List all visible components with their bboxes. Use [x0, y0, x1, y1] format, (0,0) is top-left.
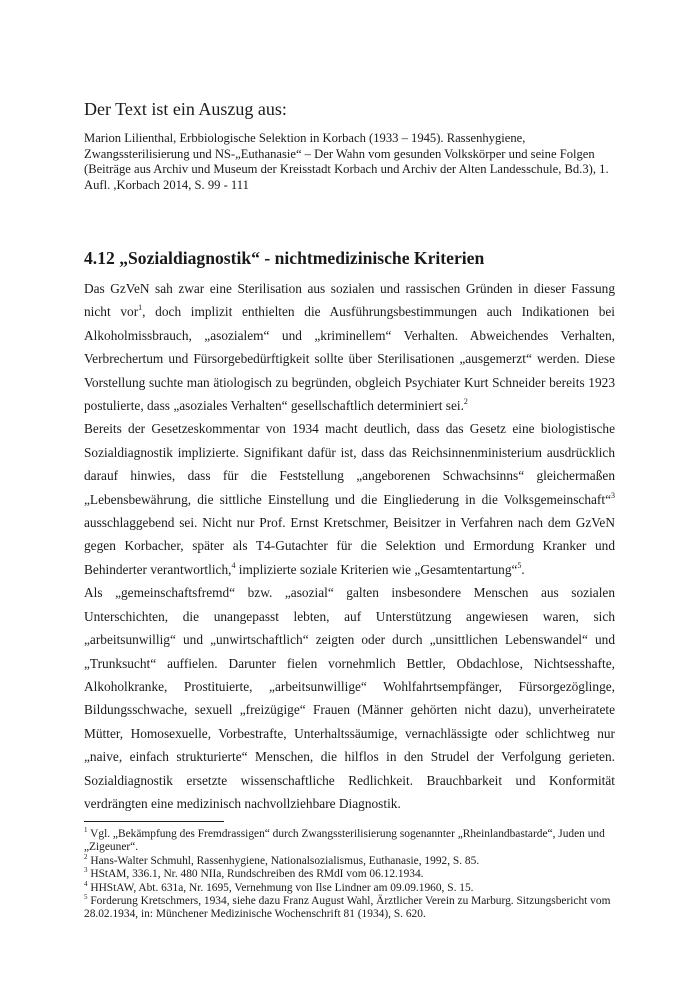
- section-title: 4.12 „Sozialdiagnostik“ - nichtmedizinische Kriterien: [84, 248, 485, 268]
- paragraph-2-text-b: ausschlaggebend sei. Nicht nur Prof. Ernst Kretschmer, Beisitzer in Verfahren nach dem GzVeN gegen Korbacher, später als T4-Gutachter für die Selektion und Ermordung Kranker und Behinderter verantwortlich,: [84, 515, 615, 577]
- footnote-5: [84, 895, 616, 922]
- footnote-4: [84, 879, 616, 895]
- source-citation: Marion Lilienthal, Erbbiologische Selektion in Korbach (1933 – 1945). Rassenhygiene, Zwangssterilisierung und NS-„Euthanasie“ – Der Wahn vom gesunden Volkskörper und seine Folgen (Beiträge aus Archiv und Museum der Kreisstadt Korbach und Archiv der Alten Landesschule, Bd.3), 1. Aufl. ,Korbach 2014, S. 99 - 111: [84, 131, 609, 192]
- footnote-text: HHStAW, Abt. 631a, Nr. 1695, Vernehmung von Ilse Lindner am 09.09.1960, S. 15.: [87, 881, 474, 894]
- paragraph-2-text-a: Bereits der Gesetzeskommentar von 1934 macht deutlich, dass das Gesetz eine biologistische Sozialdiagnostik implizierte. Signifikant dafür ist, dass das Reichsinnenministerium ausdrücklich darauf hinwies, dass für die Feststellung „angeborenen Schwachsinns“ gleichermaßen „Lebensbewährung, die sittliche Einstellung und die Eingliederung in die Volksgemeinschaft“: [84, 421, 615, 507]
- footnote-number: 1: [84, 826, 88, 834]
- footnote-ref-3[interactable]: 3: [611, 490, 615, 500]
- paragraph-1-text-b: , doch implizit enthielten die Ausführungsbestimmungen auch Indikationen bei Alkoholmissbrauch, „asozialem“ und „kriminellem“ Verhalten. Abweichendes Verhalten, Verbrechertum und Fürsorgebedürftigkeit sollte über Sterilisationen „ausgemerzt“ werden. Diese Vorstellung suchte man ätiologisch zu begründen, obgleich Psychiater Kurt Schneider bereits 1923 postulierte, dass „asoziales Verhalten“ gesellschaftlich determiniert sei.: [84, 304, 615, 414]
- footnote-ref-1[interactable]: 1: [138, 303, 143, 313]
- footnote-1: [84, 828, 616, 855]
- footnote-number: 2: [84, 852, 88, 861]
- footnote-ref-4[interactable]: 4: [231, 560, 236, 570]
- footnote-text: Forderung Kretschmers, 1934, siehe dazu Franz August Wahl, Ärztlicher Verein zu Marburg. Sitzungsbericht vom 28.02.1934, in: Münchener Medizinische Wochenschrift 81 (1934), S. 620.: [84, 895, 611, 921]
- footnotes: [84, 828, 616, 922]
- footnote-number: 5: [84, 893, 88, 902]
- footnote-ref-2[interactable]: 2: [463, 397, 468, 407]
- footnote-number: 4: [84, 879, 88, 888]
- footnote-ref-5[interactable]: 5: [517, 560, 522, 570]
- paragraph-3: Als „gemeinschaftsfremd“ bzw. „asozial“ galten insbesondere Menschen aus sozialen Unterschichten, die unangepasst lebten, auf Unterstützung angewiesen waren, sich „arbeitsunwillig“ und „unwirtschaftlich“ zeigten oder durch „unsittlichen Lebenswandel“ und „Trunksucht“ auffielen. Darunter fielen vornehmlich Bettler, Obdachlose, Nichtsesshafte, Alkoholkranke, Prostituierte, „arbeitsunwillige“ Wohlfahrtsempfänger, Fürsorgezöglinge, Bildungsschwache, sexuell „freizügige“ Frauen (Männer gehörten nicht dazu), unverheiratete Mütter, Homosexuelle, Vorbestrafte, Unterhaltssäumige, vernachlässigte oder schlichtweg nur „naive, einfach strukturierte“ Menschen, die hilflos in den Strudel der Verfolgung gerieten. Sozialdiagnostik ersetzte wissenschaftliche Redlichkeit. Brauchbarkeit und Konformität verdrängten eine medizinisch nachvollziehbare Diagnostik.: [84, 585, 615, 811]
- footnote-divider: [84, 821, 224, 822]
- paragraph-1: [84, 277, 615, 417]
- footnote-text: HStAM, 336.1, Nr. 480 NIIa, Rundschreiben des RMdI vom 06.12.1934.: [87, 868, 424, 881]
- paragraph-2-text-c: implizierte soziale Kriterien wie „Gesamtentartung“: [235, 561, 518, 577]
- footnote-number: 3: [84, 866, 88, 875]
- footnote-text: Vgl. „Bekämpfung des Fremdrassigen“ durch Zwangssterilisierung sogenannter „Rheinlandbastarde“, Juden und „Zigeuner“.: [84, 828, 605, 854]
- footnote-text: Hans-Walter Schmuhl, Rassenhygiene, Nationalsozialismus, Euthanasie, 1992, S. 85.: [87, 854, 480, 867]
- footnote-2: [84, 852, 616, 868]
- intro-heading: Der Text ist ein Auszug aus:: [84, 99, 287, 119]
- paragraph-1-text-a: Das GzVeN sah zwar eine Sterilisation aus sozialen und rassischen Gründen in dieser Fassung nicht vor: [84, 281, 615, 320]
- footnote-3: [84, 868, 616, 881]
- body-text: [84, 277, 615, 815]
- paragraph-2-text-d: .: [521, 561, 525, 577]
- paragraph-2: [84, 417, 615, 581]
